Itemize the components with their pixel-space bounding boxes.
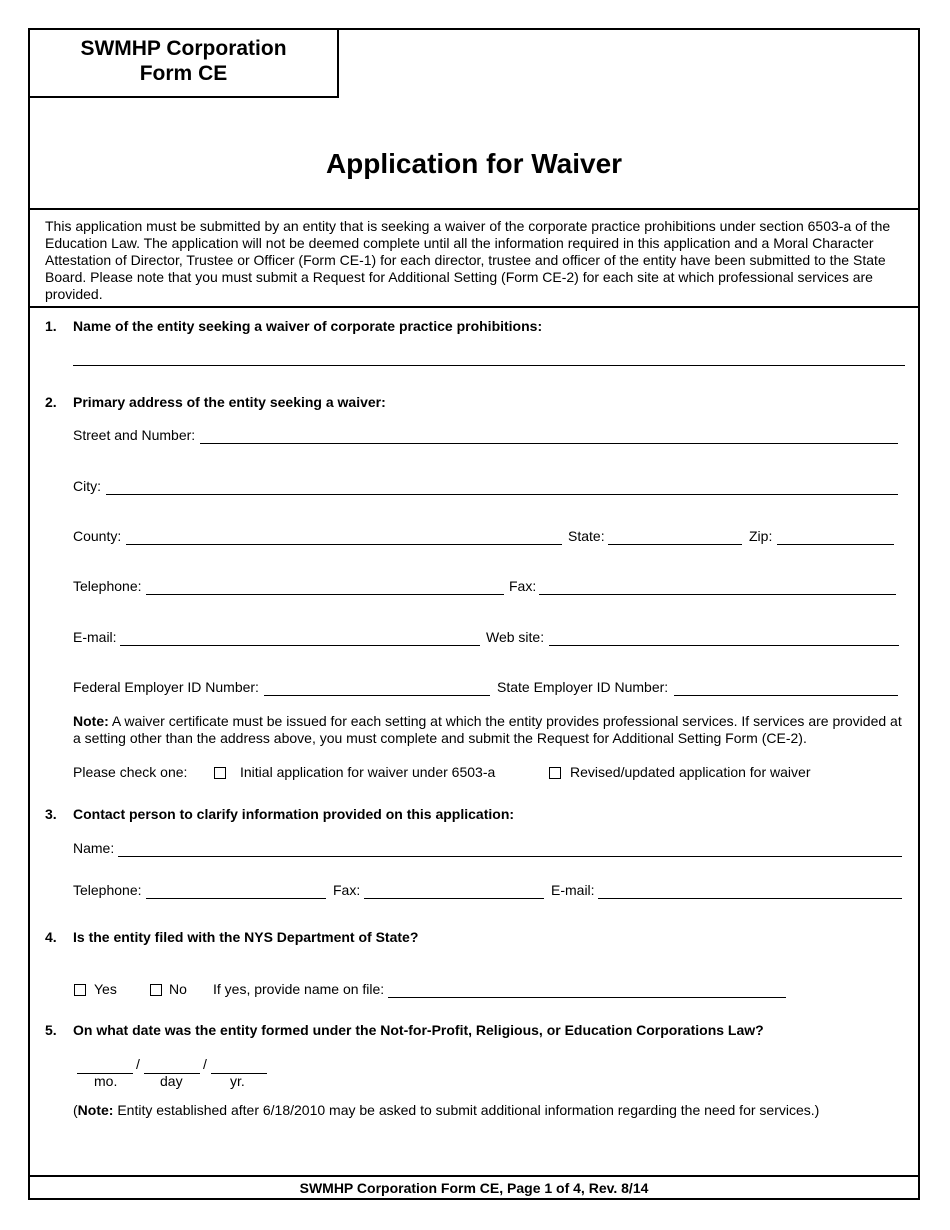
- county-label: County:: [73, 528, 122, 544]
- note-label: Note:: [73, 713, 109, 729]
- note-open-paren: (: [73, 1102, 78, 1118]
- city-field[interactable]: [106, 481, 898, 495]
- contact-name-label: Name:: [73, 840, 115, 856]
- month-field[interactable]: [77, 1060, 133, 1074]
- city-label: City:: [73, 478, 101, 494]
- email-label: E-mail:: [73, 629, 117, 645]
- date-separator: /: [203, 1056, 207, 1072]
- note-text: Entity established after 6/18/2010 may be asked to submit additional information regarding the need for services.): [113, 1102, 820, 1118]
- website-field[interactable]: [549, 632, 899, 646]
- year-caption: yr.: [230, 1073, 245, 1089]
- contact-email-label: E-mail:: [551, 882, 595, 898]
- yes-checkbox[interactable]: [74, 984, 86, 996]
- form-code: Form CE: [139, 62, 228, 85]
- state-field[interactable]: [608, 531, 742, 545]
- yes-label: Yes: [94, 981, 117, 997]
- intro-paragraph: This application must be submitted by an entity that is seeking a waiver of the corporate practice prohibitions under section 6503-a of the Education Law. The application will not be deemed complete until all the information required in this application and a Moral Character Attestation of Director, Trustee or Officer (Form CE-1) for each director, trustee and officer of the entity have been submitted to the State Board. Please note that you must submit a Request for Additional Setting (Form CE-2) for each site at which professional services are provided.: [45, 218, 891, 302]
- name-on-file-field[interactable]: [388, 984, 786, 998]
- page-footer: SWMHP Corporation Form CE, Page 1 of 4, Rev. 8/14: [299, 1180, 649, 1196]
- fax-label: Fax:: [509, 578, 537, 594]
- contact-telephone-label: Telephone:: [73, 882, 142, 898]
- revised-application-label: Revised/updated application for waiver: [570, 764, 811, 780]
- note-text: A waiver certificate must be issued for each setting at which the entity provides professional services. If services are provided at a setting other than the address above, you must complete and submit the Request for Additional Setting Form (CE-2).: [73, 713, 902, 746]
- q5-label: On what date was the entity formed under the Not-for-Profit, Religious, or Education Corporations Law?: [73, 1022, 764, 1038]
- county-field[interactable]: [126, 531, 562, 545]
- q3-label: Contact person to clarify information provided on this application:: [73, 806, 515, 822]
- day-caption: day: [160, 1073, 183, 1089]
- street-label: Street and Number:: [73, 427, 196, 443]
- fein-field[interactable]: [264, 682, 490, 696]
- check-one-label: Please check one:: [73, 764, 188, 780]
- year-field[interactable]: [211, 1060, 267, 1074]
- form-id-box: [30, 30, 339, 98]
- note-label: Note:: [77, 1102, 114, 1118]
- telephone-label: Telephone:: [73, 578, 142, 594]
- q5-number: 5.: [45, 1022, 57, 1038]
- sein-label: State Employer ID Number:: [497, 679, 669, 695]
- no-checkbox[interactable]: [150, 984, 162, 996]
- initial-application-checkbox[interactable]: [214, 767, 226, 779]
- divider: [30, 306, 918, 308]
- zip-label: Zip:: [749, 528, 773, 544]
- address-note: [73, 713, 905, 747]
- divider: [30, 208, 918, 210]
- street-field[interactable]: [200, 430, 898, 444]
- q1-number: 1.: [45, 318, 57, 334]
- telephone-field[interactable]: [146, 581, 504, 595]
- contact-telephone-field[interactable]: [146, 885, 326, 899]
- q1-label: Name of the entity seeking a waiver of corporate practice prohibitions:: [73, 318, 543, 334]
- contact-fax-label: Fax:: [333, 882, 361, 898]
- no-label: No: [169, 981, 187, 997]
- q4-number: 4.: [45, 929, 57, 945]
- fax-field[interactable]: [539, 581, 896, 595]
- contact-fax-field[interactable]: [364, 885, 544, 899]
- org-name: SWMHP Corporation: [80, 37, 287, 60]
- day-field[interactable]: [144, 1060, 200, 1074]
- entity-name-field[interactable]: [73, 352, 905, 366]
- website-label: Web site:: [486, 629, 545, 645]
- initial-application-label: Initial application for waiver under 6503-a: [240, 764, 496, 780]
- q3-number: 3.: [45, 806, 57, 822]
- fein-label: Federal Employer ID Number:: [73, 679, 259, 695]
- revised-application-checkbox[interactable]: [549, 767, 561, 779]
- email-field[interactable]: [120, 632, 480, 646]
- q2-number: 2.: [45, 394, 57, 410]
- month-caption: mo.: [94, 1073, 118, 1089]
- q2-label: Primary address of the entity seeking a waiver:: [73, 394, 386, 410]
- date-note: [73, 1102, 819, 1119]
- contact-name-field[interactable]: [118, 843, 902, 857]
- zip-field[interactable]: [777, 531, 894, 545]
- date-separator: /: [136, 1056, 140, 1072]
- q4-label: Is the entity filed with the NYS Department of State?: [73, 929, 419, 945]
- form-page: [28, 28, 920, 1200]
- state-label: State:: [568, 528, 605, 544]
- sein-field[interactable]: [674, 682, 898, 696]
- name-on-file-label: If yes, provide name on file:: [213, 981, 385, 997]
- contact-email-field[interactable]: [598, 885, 902, 899]
- page-title: Application for Waiver: [325, 148, 623, 179]
- divider: [30, 1175, 918, 1177]
